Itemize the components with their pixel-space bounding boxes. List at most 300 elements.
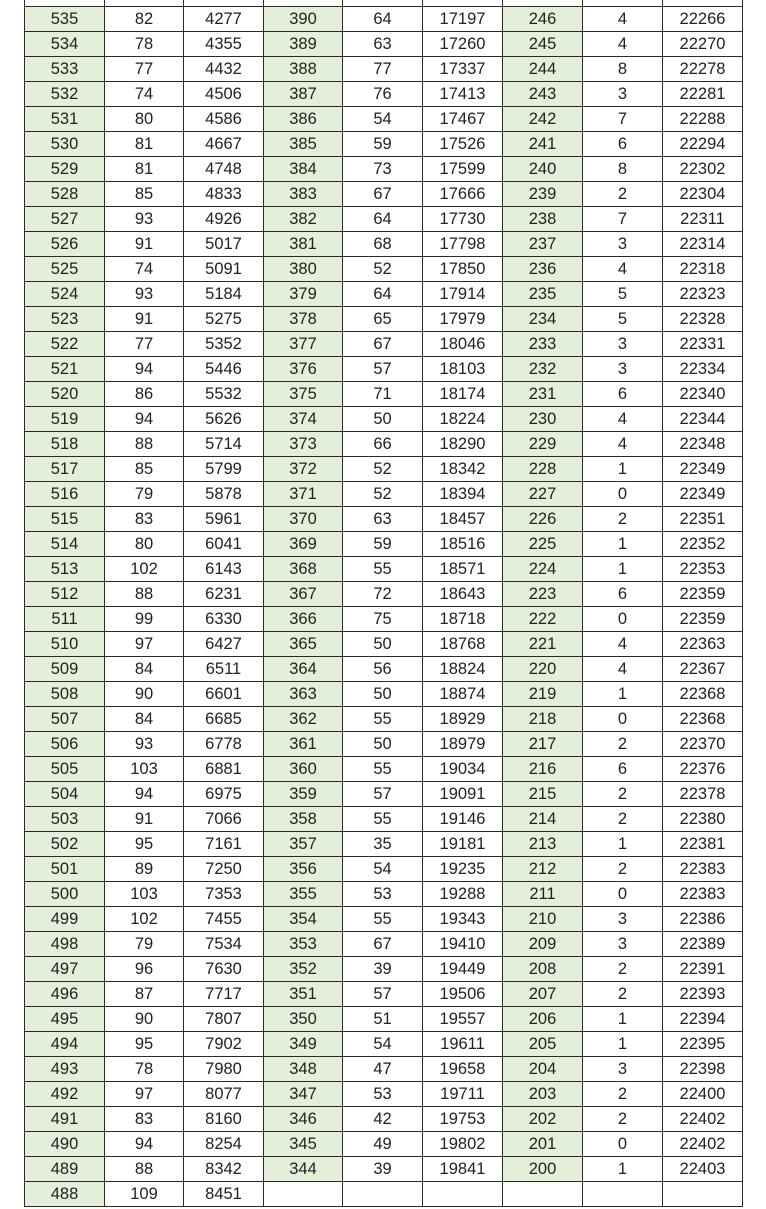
count-cell-group-1: 102 <box>105 907 184 932</box>
table-row <box>25 682 743 707</box>
cumulative-cell-group-2: 19753 <box>423 1107 503 1132</box>
score-distribution-table <box>24 0 743 1207</box>
count-cell-group-3: 2 <box>583 982 663 1007</box>
score-cell-group-2: 384 <box>264 157 343 182</box>
count-cell-group-3: 1 <box>583 832 663 857</box>
count-cell-group-3: 0 <box>583 882 663 907</box>
count-cell-group-1: 95 <box>105 1032 184 1057</box>
count-cell-group-2: 52 <box>343 457 423 482</box>
score-cell-group-3: 214 <box>503 807 583 832</box>
cumulative-cell-group-2: 17798 <box>423 232 503 257</box>
cumulative-cell-group-3: 22400 <box>663 1082 743 1107</box>
count-cell-group-1: 102 <box>105 557 184 582</box>
table-row <box>25 1182 743 1207</box>
score-cell-group-3: 243 <box>503 82 583 107</box>
score-cell-group-1: 519 <box>25 407 105 432</box>
score-cell-group-1: 515 <box>25 507 105 532</box>
cumulative-cell-group-2: 19802 <box>423 1132 503 1157</box>
cumulative-cell-group-2: 17914 <box>423 282 503 307</box>
score-cell-group-2: 359 <box>264 782 343 807</box>
count-cell-group-2: 54 <box>343 107 423 132</box>
score-cell-group-1: 523 <box>25 307 105 332</box>
count-cell-group-1: 90 <box>105 1007 184 1032</box>
cumulative-cell-group-2: 18174 <box>423 382 503 407</box>
count-cell-group-1: 99 <box>105 607 184 632</box>
count-cell-group-2: 67 <box>343 932 423 957</box>
score-cell-group-1: 514 <box>25 532 105 557</box>
score-cell-group-2: 354 <box>264 907 343 932</box>
table-row <box>25 1007 743 1032</box>
score-cell-group-1: 506 <box>25 732 105 757</box>
count-cell-group-1: 83 <box>105 1107 184 1132</box>
score-cell-group-3: 206 <box>503 1007 583 1032</box>
score-cell-group-3: 212 <box>503 857 583 882</box>
cumulative-cell-group-1: 7250 <box>184 857 264 882</box>
cumulative-cell-group-3: 22402 <box>663 1132 743 1157</box>
score-cell-group-2: 353 <box>264 932 343 957</box>
table-row <box>25 332 743 357</box>
cumulative-cell-group-2: 18874 <box>423 682 503 707</box>
score-cell-group-1: 510 <box>25 632 105 657</box>
score-cell-group-3: 238 <box>503 207 583 232</box>
cumulative-cell-group-2: 18571 <box>423 557 503 582</box>
cumulative-cell-group-2: 17260 <box>423 32 503 57</box>
score-cell-group-2: 364 <box>264 657 343 682</box>
table-row <box>25 632 743 657</box>
table-row <box>25 82 743 107</box>
score-cell-group-3: 234 <box>503 307 583 332</box>
table-row <box>25 1032 743 1057</box>
cumulative-cell-group-2: 18516 <box>423 532 503 557</box>
table-row <box>25 607 743 632</box>
cumulative-cell-group-2: 18457 <box>423 507 503 532</box>
score-cell-group-3: 218 <box>503 707 583 732</box>
cumulative-cell-group-1: 4586 <box>184 107 264 132</box>
count-cell-group-3: 1 <box>583 1007 663 1032</box>
score-cell-group-2: 348 <box>264 1057 343 1082</box>
cumulative-cell-group-3: 22281 <box>663 82 743 107</box>
table-row <box>25 432 743 457</box>
cumulative-cell-group-2: 17413 <box>423 82 503 107</box>
cumulative-cell-group-3: 22302 <box>663 157 743 182</box>
cumulative-cell-group-2: 18768 <box>423 632 503 657</box>
cumulative-cell-group-3: 22328 <box>663 307 743 332</box>
table-row <box>25 507 743 532</box>
table-row <box>25 582 743 607</box>
cumulative-cell-group-3: 22393 <box>663 982 743 1007</box>
count-cell-group-1: 93 <box>105 207 184 232</box>
count-cell-group-2: 55 <box>343 707 423 732</box>
table-row <box>25 232 743 257</box>
cumulative-cell-group-2: 18394 <box>423 482 503 507</box>
score-cell-group-1: 513 <box>25 557 105 582</box>
table-row <box>25 207 743 232</box>
count-cell-group-2: 42 <box>343 1107 423 1132</box>
cumulative-cell-group-3: 22363 <box>663 632 743 657</box>
table-row <box>25 832 743 857</box>
cumulative-cell-group-2: 19235 <box>423 857 503 882</box>
score-cell-group-2: 357 <box>264 832 343 857</box>
count-cell-group-1: 95 <box>105 832 184 857</box>
table-row <box>25 307 743 332</box>
cumulative-cell-group-1: 6778 <box>184 732 264 757</box>
table-row <box>25 757 743 782</box>
cumulative-cell-group-3: 22270 <box>663 32 743 57</box>
cumulative-cell-group-1: 5878 <box>184 482 264 507</box>
cumulative-cell-group-1: 6427 <box>184 632 264 657</box>
score-cell-group-3: 245 <box>503 32 583 57</box>
count-cell-group-2: 54 <box>343 1032 423 1057</box>
table-row <box>25 857 743 882</box>
cumulative-cell-group-2: 19711 <box>423 1082 503 1107</box>
count-cell-group-3: 3 <box>583 332 663 357</box>
count-cell-group-3 <box>583 1182 663 1207</box>
cumulative-cell-group-1: 4667 <box>184 132 264 157</box>
score-cell-group-3 <box>503 1182 583 1207</box>
score-cell-group-2: 344 <box>264 1157 343 1182</box>
count-cell-group-3: 2 <box>583 807 663 832</box>
table-row <box>25 357 743 382</box>
score-cell-group-2: 387 <box>264 82 343 107</box>
score-cell-group-2: 365 <box>264 632 343 657</box>
count-cell-group-2: 71 <box>343 382 423 407</box>
table-row <box>25 657 743 682</box>
score-cell-group-3: 227 <box>503 482 583 507</box>
cumulative-cell-group-1: 5714 <box>184 432 264 457</box>
score-cell-group-1: 526 <box>25 232 105 257</box>
count-cell-group-1: 83 <box>105 507 184 532</box>
score-cell-group-1: 516 <box>25 482 105 507</box>
count-cell-group-2: 57 <box>343 357 423 382</box>
score-cell-group-3: 222 <box>503 607 583 632</box>
cumulative-cell-group-3: 22323 <box>663 282 743 307</box>
cumulative-cell-group-3: 22311 <box>663 207 743 232</box>
cumulative-cell-group-2: 18103 <box>423 357 503 382</box>
count-cell-group-1: 82 <box>105 7 184 32</box>
count-cell-group-2: 50 <box>343 682 423 707</box>
cumulative-cell-group-1: 7066 <box>184 807 264 832</box>
count-cell-group-2: 49 <box>343 1132 423 1157</box>
count-cell-group-1: 84 <box>105 657 184 682</box>
score-cell-group-3: 207 <box>503 982 583 1007</box>
score-cell-group-3: 216 <box>503 757 583 782</box>
score-cell-group-3: 203 <box>503 1082 583 1107</box>
score-cell-group-2: 385 <box>264 132 343 157</box>
cumulative-cell-group-2: 18342 <box>423 457 503 482</box>
score-cell-group-1: 535 <box>25 7 105 32</box>
cumulative-cell-group-3: 22391 <box>663 957 743 982</box>
score-cell-group-2: 379 <box>264 282 343 307</box>
count-cell-group-3: 4 <box>583 7 663 32</box>
cumulative-cell-group-2: 17666 <box>423 182 503 207</box>
cumulative-cell-group-1: 5184 <box>184 282 264 307</box>
count-cell-group-1: 94 <box>105 782 184 807</box>
count-cell-group-3: 3 <box>583 907 663 932</box>
count-cell-group-1: 77 <box>105 332 184 357</box>
score-cell-group-3: 209 <box>503 932 583 957</box>
cumulative-cell-group-3: 22344 <box>663 407 743 432</box>
cumulative-cell-group-2: 19557 <box>423 1007 503 1032</box>
cumulative-cell-group-3: 22367 <box>663 657 743 682</box>
count-cell-group-1: 94 <box>105 357 184 382</box>
score-cell-group-3: 233 <box>503 332 583 357</box>
count-cell-group-3: 4 <box>583 257 663 282</box>
cumulative-cell-group-2: 18718 <box>423 607 503 632</box>
cumulative-cell-group-1: 6330 <box>184 607 264 632</box>
score-cell-group-2: 346 <box>264 1107 343 1132</box>
cumulative-cell-group-1: 5626 <box>184 407 264 432</box>
count-cell-group-3: 5 <box>583 282 663 307</box>
table-row <box>25 457 743 482</box>
count-cell-group-3: 6 <box>583 757 663 782</box>
count-cell-group-2: 63 <box>343 507 423 532</box>
count-cell-group-2: 51 <box>343 1007 423 1032</box>
cumulative-cell-group-1: 5275 <box>184 307 264 332</box>
count-cell-group-3: 0 <box>583 482 663 507</box>
cumulative-cell-group-2: 18290 <box>423 432 503 457</box>
count-cell-group-3: 2 <box>583 732 663 757</box>
score-cell-group-2: 376 <box>264 357 343 382</box>
score-cell-group-2: 351 <box>264 982 343 1007</box>
table-row <box>25 157 743 182</box>
table-row <box>25 732 743 757</box>
cumulative-cell-group-3: 22318 <box>663 257 743 282</box>
score-cell-group-3: 204 <box>503 1057 583 1082</box>
count-cell-group-2: 64 <box>343 282 423 307</box>
cumulative-cell-group-3: 22353 <box>663 557 743 582</box>
score-cell-group-1: 494 <box>25 1032 105 1057</box>
score-cell-group-3: 219 <box>503 682 583 707</box>
score-cell-group-2: 373 <box>264 432 343 457</box>
score-cell-group-1: 509 <box>25 657 105 682</box>
count-cell-group-1: 77 <box>105 57 184 82</box>
cumulative-cell-group-2: 17467 <box>423 107 503 132</box>
cumulative-cell-group-1: 5352 <box>184 332 264 357</box>
score-cell-group-1: 493 <box>25 1057 105 1082</box>
count-cell-group-2: 67 <box>343 182 423 207</box>
count-cell-group-1: 89 <box>105 857 184 882</box>
count-cell-group-2: 76 <box>343 82 423 107</box>
score-cell-group-3: 225 <box>503 532 583 557</box>
score-cell-group-2: 369 <box>264 532 343 557</box>
table-row <box>25 182 743 207</box>
count-cell-group-3: 8 <box>583 157 663 182</box>
count-cell-group-2: 72 <box>343 582 423 607</box>
count-cell-group-1: 94 <box>105 1132 184 1157</box>
cumulative-cell-group-1: 7353 <box>184 882 264 907</box>
table-body <box>25 0 743 1207</box>
cumulative-cell-group-2: 17197 <box>423 7 503 32</box>
count-cell-group-3: 6 <box>583 382 663 407</box>
score-cell-group-3: 210 <box>503 907 583 932</box>
count-cell-group-3: 2 <box>583 182 663 207</box>
cumulative-cell-group-1: 7902 <box>184 1032 264 1057</box>
cumulative-cell-group-3: 22381 <box>663 832 743 857</box>
cumulative-cell-group-3: 22340 <box>663 382 743 407</box>
score-cell-group-3: 223 <box>503 582 583 607</box>
score-cell-group-1: 499 <box>25 907 105 932</box>
cumulative-cell-group-1: 4506 <box>184 82 264 107</box>
cumulative-cell-group-2: 18046 <box>423 332 503 357</box>
cumulative-cell-group-3: 22352 <box>663 532 743 557</box>
cumulative-cell-group-1: 6685 <box>184 707 264 732</box>
count-cell-group-2: 54 <box>343 857 423 882</box>
score-cell-group-1: 522 <box>25 332 105 357</box>
cumulative-cell-group-2: 18979 <box>423 732 503 757</box>
cumulative-cell-group-2 <box>423 1182 503 1207</box>
count-cell-group-3: 1 <box>583 682 663 707</box>
table-row <box>25 407 743 432</box>
cumulative-cell-group-1: 8160 <box>184 1107 264 1132</box>
cumulative-cell-group-2: 19343 <box>423 907 503 932</box>
score-cell-group-3: 217 <box>503 732 583 757</box>
count-cell-group-3: 1 <box>583 1032 663 1057</box>
score-cell-group-1: 491 <box>25 1107 105 1132</box>
score-cell-group-2: 362 <box>264 707 343 732</box>
score-cell-group-1: 495 <box>25 1007 105 1032</box>
score-cell-group-3: 242 <box>503 107 583 132</box>
score-cell-group-2: 388 <box>264 57 343 82</box>
cumulative-cell-group-3: 22331 <box>663 332 743 357</box>
count-cell-group-3: 3 <box>583 232 663 257</box>
cumulative-cell-group-1: 7980 <box>184 1057 264 1082</box>
score-cell-group-2: 389 <box>264 32 343 57</box>
cumulative-cell-group-3: 22402 <box>663 1107 743 1132</box>
score-cell-group-3: 237 <box>503 232 583 257</box>
score-cell-group-2: 360 <box>264 757 343 782</box>
count-cell-group-1: 79 <box>105 932 184 957</box>
count-cell-group-2: 52 <box>343 482 423 507</box>
count-cell-group-1: 103 <box>105 757 184 782</box>
count-cell-group-3: 3 <box>583 82 663 107</box>
score-cell-group-2: 368 <box>264 557 343 582</box>
score-cell-group-1: 517 <box>25 457 105 482</box>
count-cell-group-1: 81 <box>105 157 184 182</box>
cumulative-cell-group-1: 4432 <box>184 57 264 82</box>
cumulative-cell-group-1: 6511 <box>184 657 264 682</box>
cumulative-cell-group-3: 22359 <box>663 607 743 632</box>
score-cell-group-3: 239 <box>503 182 583 207</box>
count-cell-group-2 <box>343 1182 423 1207</box>
count-cell-group-2: 57 <box>343 982 423 1007</box>
score-cell-group-3: 211 <box>503 882 583 907</box>
score-cell-group-3: 208 <box>503 957 583 982</box>
score-cell-group-1: 527 <box>25 207 105 232</box>
count-cell-group-1: 103 <box>105 882 184 907</box>
count-cell-group-3: 6 <box>583 132 663 157</box>
score-cell-group-2: 381 <box>264 232 343 257</box>
count-cell-group-3: 1 <box>583 1157 663 1182</box>
cumulative-cell-group-1: 6143 <box>184 557 264 582</box>
cumulative-cell-group-1: 7717 <box>184 982 264 1007</box>
score-cell-group-2: 378 <box>264 307 343 332</box>
cumulative-cell-group-1: 7455 <box>184 907 264 932</box>
cumulative-cell-group-2: 18643 <box>423 582 503 607</box>
score-cell-group-3: 200 <box>503 1157 583 1182</box>
score-cell-group-1: 507 <box>25 707 105 732</box>
cumulative-cell-group-2: 19410 <box>423 932 503 957</box>
cumulative-cell-group-2: 19449 <box>423 957 503 982</box>
score-cell-group-1: 508 <box>25 682 105 707</box>
score-cell-group-3: 220 <box>503 657 583 682</box>
cumulative-cell-group-2: 18824 <box>423 657 503 682</box>
cumulative-cell-group-3: 22288 <box>663 107 743 132</box>
score-cell-group-1: 512 <box>25 582 105 607</box>
score-cell-group-1: 531 <box>25 107 105 132</box>
cumulative-cell-group-2: 18929 <box>423 707 503 732</box>
count-cell-group-3: 0 <box>583 607 663 632</box>
count-cell-group-3: 4 <box>583 657 663 682</box>
count-cell-group-2: 73 <box>343 157 423 182</box>
cumulative-cell-group-3: 22386 <box>663 907 743 932</box>
table-row <box>25 907 743 932</box>
count-cell-group-1: 94 <box>105 407 184 432</box>
cumulative-cell-group-3: 22403 <box>663 1157 743 1182</box>
score-cell-group-2: 390 <box>264 7 343 32</box>
count-cell-group-3: 2 <box>583 782 663 807</box>
count-cell-group-3: 3 <box>583 357 663 382</box>
count-cell-group-3: 0 <box>583 707 663 732</box>
score-cell-group-3: 230 <box>503 407 583 432</box>
count-cell-group-1: 88 <box>105 1157 184 1182</box>
score-cell-group-2: 367 <box>264 582 343 607</box>
score-cell-group-2: 382 <box>264 207 343 232</box>
cumulative-cell-group-2: 19181 <box>423 832 503 857</box>
count-cell-group-3: 3 <box>583 1057 663 1082</box>
cumulative-cell-group-3: 22266 <box>663 7 743 32</box>
cumulative-cell-group-3: 22349 <box>663 482 743 507</box>
count-cell-group-3: 4 <box>583 432 663 457</box>
count-cell-group-1: 88 <box>105 432 184 457</box>
count-cell-group-3: 4 <box>583 632 663 657</box>
cumulative-cell-group-3: 22294 <box>663 132 743 157</box>
score-cell-group-1: 498 <box>25 932 105 957</box>
cumulative-cell-group-1: 4277 <box>184 7 264 32</box>
count-cell-group-1: 91 <box>105 807 184 832</box>
score-cell-group-3: 201 <box>503 1132 583 1157</box>
score-cell-group-2: 352 <box>264 957 343 982</box>
score-cell-group-1: 489 <box>25 1157 105 1182</box>
count-cell-group-2: 75 <box>343 607 423 632</box>
score-cell-group-1: 496 <box>25 982 105 1007</box>
count-cell-group-1: 80 <box>105 107 184 132</box>
count-cell-group-3: 6 <box>583 582 663 607</box>
count-cell-group-1: 74 <box>105 257 184 282</box>
count-cell-group-2: 50 <box>343 632 423 657</box>
count-cell-group-2: 53 <box>343 882 423 907</box>
score-cell-group-3: 246 <box>503 7 583 32</box>
count-cell-group-2: 65 <box>343 307 423 332</box>
score-cell-group-1: 521 <box>25 357 105 382</box>
count-cell-group-1: 93 <box>105 732 184 757</box>
count-cell-group-3: 0 <box>583 1132 663 1157</box>
score-cell-group-3: 202 <box>503 1107 583 1132</box>
score-cell-group-1: 504 <box>25 782 105 807</box>
cumulative-cell-group-1: 5961 <box>184 507 264 532</box>
count-cell-group-1: 91 <box>105 232 184 257</box>
count-cell-group-2: 35 <box>343 832 423 857</box>
cumulative-cell-group-1: 7161 <box>184 832 264 857</box>
count-cell-group-2: 63 <box>343 32 423 57</box>
score-cell-group-1: 529 <box>25 157 105 182</box>
cumulative-cell-group-2: 17850 <box>423 257 503 282</box>
score-cell-group-1: 533 <box>25 57 105 82</box>
table-row <box>25 257 743 282</box>
score-cell-group-1: 525 <box>25 257 105 282</box>
count-cell-group-2: 39 <box>343 957 423 982</box>
score-cell-group-3: 235 <box>503 282 583 307</box>
count-cell-group-2: 55 <box>343 807 423 832</box>
